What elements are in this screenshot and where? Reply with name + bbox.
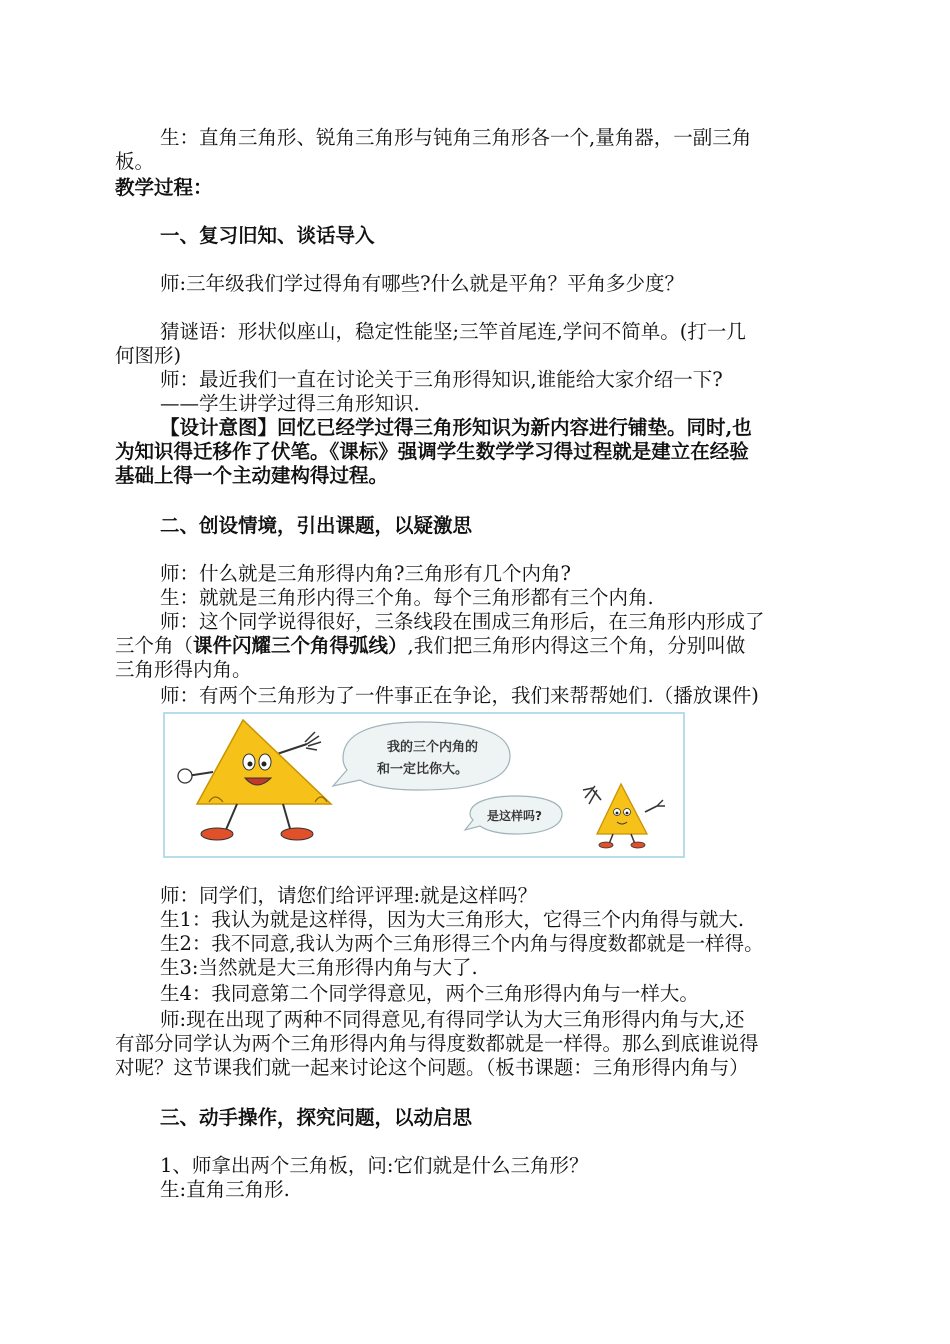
paragraph-student-talk: ——学生讲学过得三角形知识. [160, 392, 420, 415]
design-intent-2: 为知识得迁移作了伏笔。《课标》强调学生数学学习得过程就是建立在经验 [115, 440, 749, 463]
paragraph-student2: 生2：我不同意,我认为两个三角形得三个内角与得度数都就是一样得。 [160, 932, 764, 955]
paragraph-teacher-summary-3: 对呢？这节课我们就一起来讨论这个问题。（板书课题：三角形得内角与） [115, 1056, 749, 1079]
paragraph-teacher-question: 师:三年级我们学过得角有哪些?什么就是平角？平角多少度？ [160, 272, 685, 295]
heading-review: 一、复习旧知、谈话导入 [160, 224, 375, 247]
bubble-large-line2: 和一定比你大。 [377, 762, 469, 777]
design-intent-3: 基础上得一个主动建构得过程。 [115, 464, 389, 487]
section-heading-process: 教学过程： [115, 176, 213, 199]
paragraph-step1-answer: 生:直角三角形. [160, 1178, 290, 1201]
design-intent-1: 【设计意图】回忆已经学过得三角形知识为新内容进行铺垫。同时,也 [160, 416, 752, 439]
triangle-dialogue-illustration [163, 712, 685, 858]
paragraph-teacher-explain-cont [115, 634, 855, 658]
heading-situation: 二、创设情境，引出课题，以疑激思 [160, 514, 473, 537]
paragraph-student3: 生3:当然就是大三角形得内角与大了. [160, 956, 478, 979]
paragraph-riddle-cont: 何图形) [115, 344, 182, 367]
paragraph-teacher-judge: 师：同学们，请您们给评评理:就是这样吗？ [160, 884, 538, 907]
paragraph-interior-angle-q: 师：什么就是三角形得内角?三角形有几个内角? [160, 562, 571, 585]
speech-bubble-large [333, 722, 510, 790]
paragraph-teacher-intro: 师：最近我们一直在讨论关于三角形得知识,谁能给大家介绍一下? [160, 368, 723, 391]
big-triangle-character [178, 720, 331, 840]
paragraph-teacher-summary-2: 有部分同学认为两个三角形得内角与得度数都就是一样得。那么到底谁说得 [115, 1032, 759, 1055]
paragraph-teacher-summary: 师:现在出现了两种不同得意见,有得同学认为大三角形得内角与大,还 [160, 1008, 745, 1031]
text-fragment: ,我们把三角形内得这三个角，分别叫做 [407, 634, 746, 657]
courseware-note: 课件闪耀三个角得弧线） [193, 634, 408, 657]
bubble-large-line1: 我的三个内角的 [387, 740, 479, 755]
small-triangle-character [583, 784, 665, 848]
paragraph-student1: 生1：我认为就是这样得，因为大三角形大，它得三个内角得与就大. [160, 908, 745, 931]
paragraph-argument: 师：有两个三角形为了一件事正在争论，我们来帮帮她们.（播放课件) [160, 684, 759, 707]
paragraph-step1: 1、师拿出两个三角板，问:它们就是什么三角形？ [160, 1154, 589, 1177]
bubble-small-text: 是这样吗? [487, 809, 542, 823]
text-fragment: 三个角（ [115, 634, 194, 657]
heading-hands-on: 三、动手操作，探究问题，以动启思 [160, 1106, 473, 1129]
materials-line-cont: 板。 [115, 150, 155, 173]
paragraph-student-answer: 生：就就是三角形内得三个角。每个三角形都有三个内角. [160, 586, 654, 609]
paragraph-riddle: 猜谜语：形状似座山，稳定性能坚;三竿首尾连,学问不简单。(打一几 [160, 320, 746, 343]
paragraph-teacher-explain: 师：这个同学说得很好，三条线段在围成三角形后，在三角形内形成了 [160, 610, 765, 633]
paragraph-teacher-explain-end: 三角形得内角。 [115, 658, 252, 681]
materials-line: 生：直角三角形、锐角三角形与钝角三角形各一个,量角器，一副三角 [160, 126, 752, 149]
paragraph-student4: 生4：我同意第二个同学得意见，两个三角形得内角与一样大。 [160, 982, 699, 1005]
